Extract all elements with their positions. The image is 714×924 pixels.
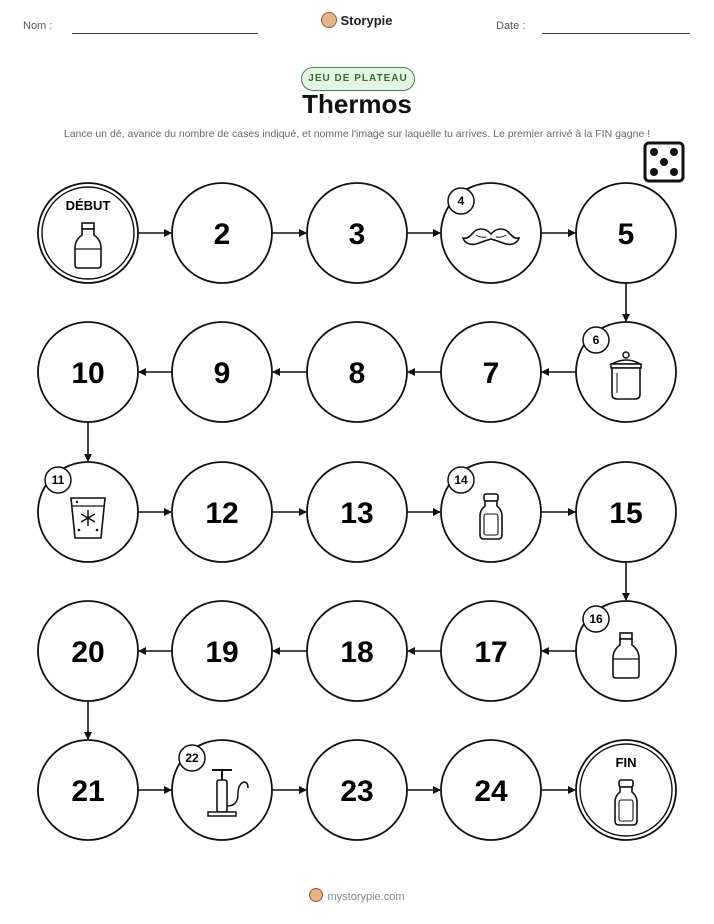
board-space-22: [172, 740, 272, 840]
dice-pip: [670, 168, 678, 176]
space-number: 16: [589, 612, 603, 626]
space-number: 21: [71, 775, 105, 808]
space-number: 15: [609, 497, 643, 530]
space-number: 3: [348, 218, 366, 251]
space-number: 2: [213, 218, 231, 251]
start-space: [38, 183, 138, 283]
board-space-9: [172, 322, 272, 422]
dice-pip: [670, 148, 678, 156]
board-space-5: [576, 183, 676, 283]
board-space-19: [172, 601, 272, 701]
space-number: 4: [457, 194, 465, 208]
space-number: 13: [340, 497, 374, 530]
board-space-6: [576, 322, 676, 422]
board-space-17: [441, 601, 541, 701]
board-space-13: [307, 462, 407, 562]
board-space-10: [38, 322, 138, 422]
space-number: 12: [205, 497, 239, 530]
instructions: Lance un dé, avance du nombre de cases indiqué, et nomme l'image sur laquelle tu arrives. Le premier arrivé à la FIN gagne !: [63, 128, 651, 140]
end-space: [576, 740, 676, 840]
space-number: 8: [348, 357, 366, 390]
board-space-7: [441, 322, 541, 422]
board-space-14: [441, 462, 541, 562]
dice-pip: [660, 158, 668, 166]
game-type-badge: JEU DE PLATEAU: [301, 67, 415, 91]
board-space-4: [441, 183, 541, 283]
storypie-logo-icon: [309, 888, 323, 902]
brand-name: Storypie: [340, 13, 393, 28]
space-number: 10: [71, 357, 105, 390]
footer-url: mystorypie.com: [327, 891, 405, 903]
ice-glass-icon: [71, 498, 105, 538]
page-title: Thermos: [302, 89, 412, 119]
name-label: Nom :: [23, 20, 53, 32]
board-space-2: [172, 183, 272, 283]
board-space-24: [441, 740, 541, 840]
space-number: 9: [213, 357, 231, 390]
board-space-15: [576, 462, 676, 562]
space-number: 19: [205, 636, 239, 669]
space-number: 11: [51, 473, 65, 487]
board-space-12: [172, 462, 272, 562]
space-number: 18: [340, 636, 374, 669]
end-label: FIN: [615, 755, 637, 770]
space-number: 20: [71, 636, 105, 669]
date-label: Date :: [496, 20, 526, 32]
footer: [0, 888, 714, 903]
space-number: 14: [454, 473, 468, 487]
dice-icon: [645, 143, 683, 181]
dice-pip: [650, 148, 658, 156]
board-space-11: [38, 462, 138, 562]
space-number: 22: [185, 751, 199, 765]
space-number: 6: [592, 333, 600, 347]
start-label: DÉBUT: [65, 198, 111, 213]
board-space-20: [38, 601, 138, 701]
space-number: 24: [474, 775, 508, 808]
space-number: 7: [482, 357, 500, 390]
board-space-8: [307, 322, 407, 422]
board-space-16: [576, 601, 676, 701]
board-space-21: [38, 740, 138, 840]
board-space-18: [307, 601, 407, 701]
space-number: 17: [474, 636, 508, 669]
space-number: 23: [340, 775, 374, 808]
board-space-23: [307, 740, 407, 840]
dice-pip: [650, 168, 658, 176]
space-number: 5: [617, 218, 635, 251]
board-space-3: [307, 183, 407, 283]
